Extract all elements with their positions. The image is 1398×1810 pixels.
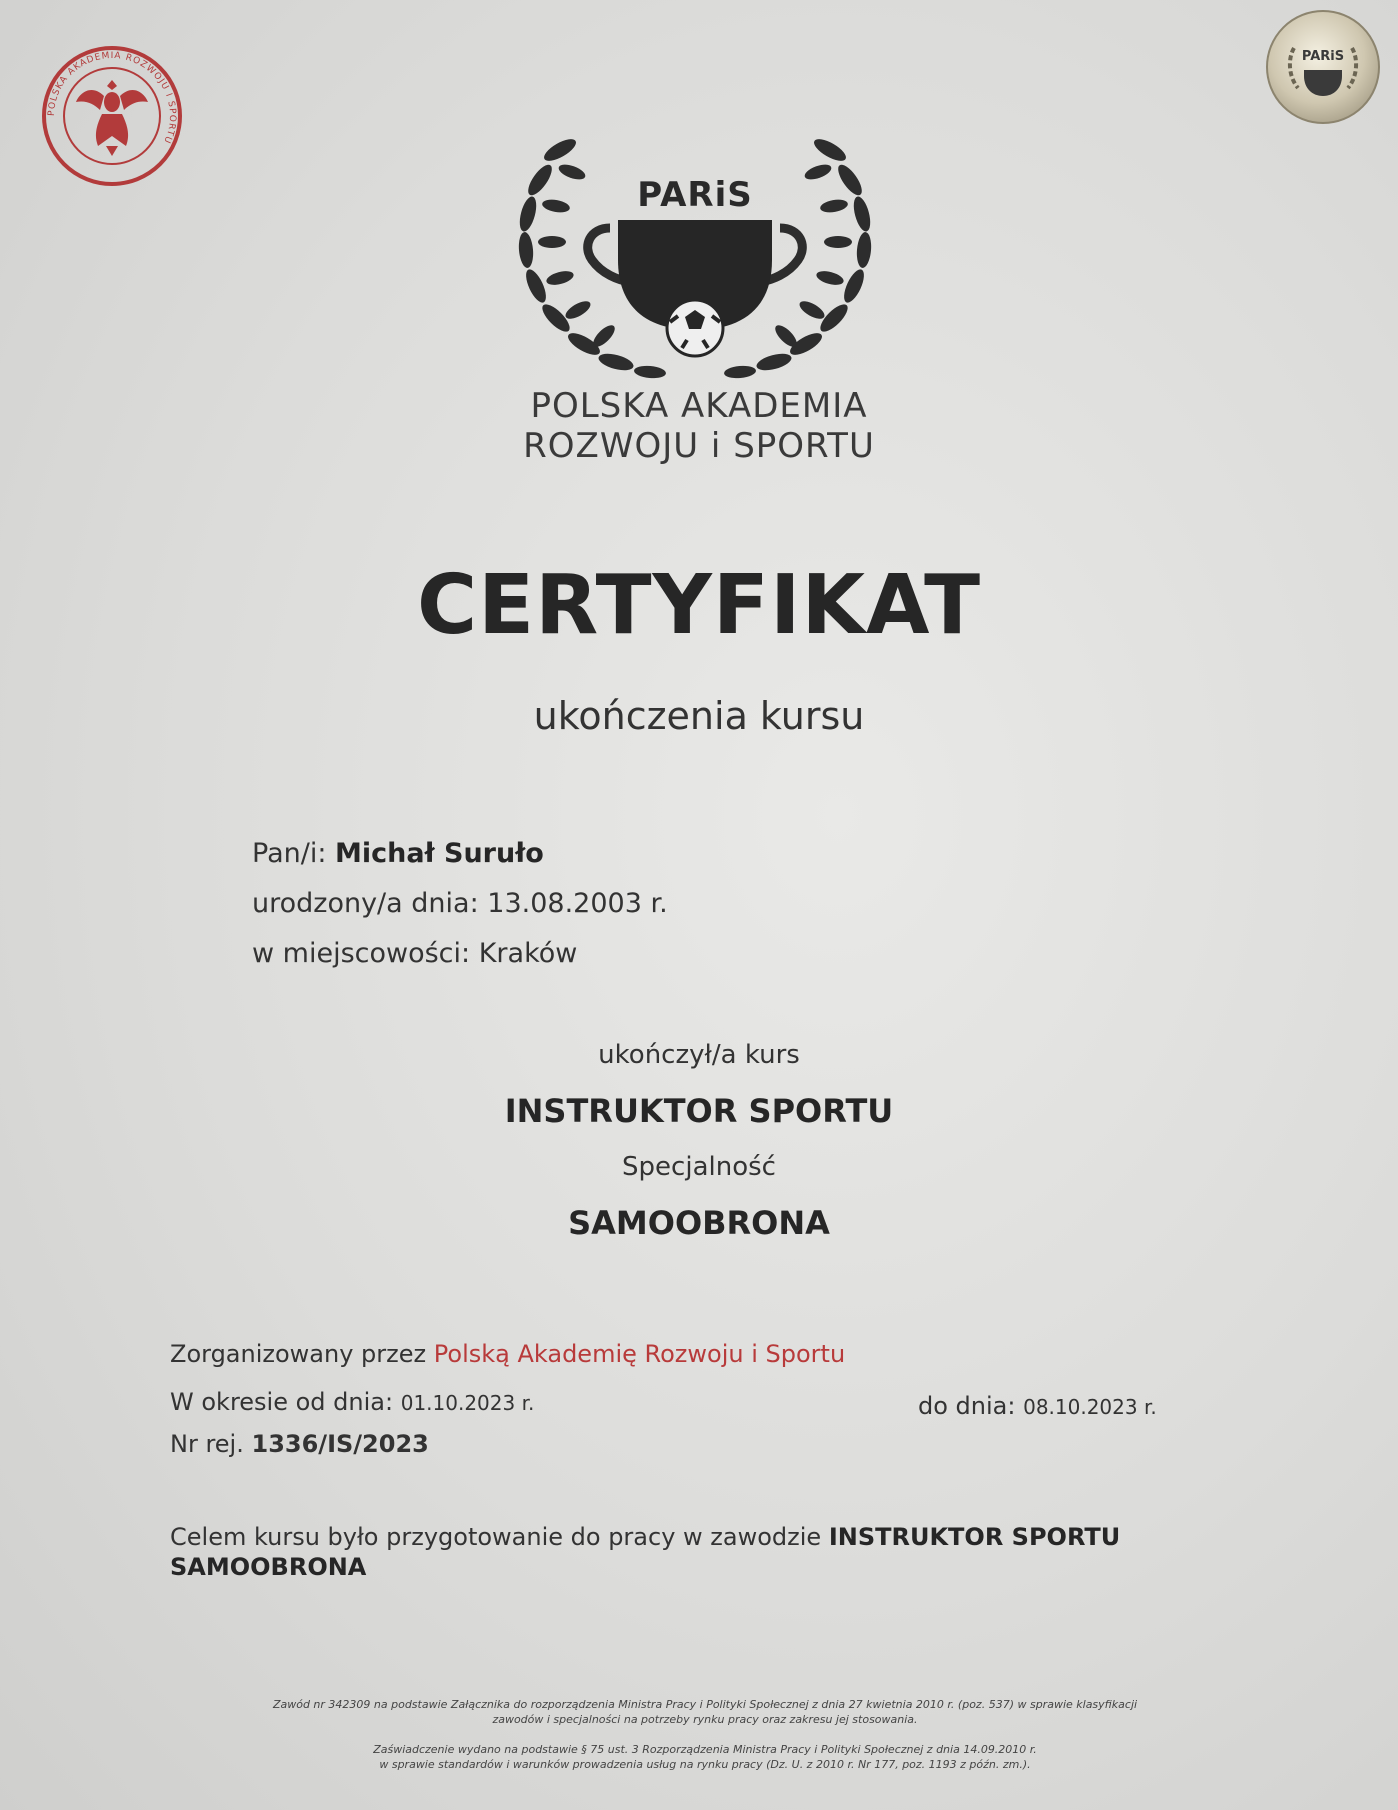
birth-date-row	[252, 888, 668, 919]
goal-text: Celem kursu było przygotowanie do pracy w zawodzie	[170, 1523, 822, 1551]
registration-row	[170, 1430, 429, 1458]
academy-name-line1: POLSKA AKADEMIA	[530, 386, 868, 426]
footer-line: Zaświadczenie wydano na podstawie § 75 ust. 3 Rozporządzenia Ministra Pracy i Polityki Społecznej z dnia 14.09.2010 r.	[373, 1743, 1037, 1756]
certificate-subtitle: ukończenia kursu	[533, 694, 865, 738]
period-from-value: 01.10.2023 r.	[400, 1391, 535, 1415]
birth-date-value: 13.08.2003 r.	[487, 888, 668, 919]
birth-place-label: w miejscowości:	[252, 938, 471, 969]
name-label: Pan/i:	[252, 838, 327, 869]
paris-trophy-logo	[500, 110, 890, 400]
svg-text:PARiS: PARiS	[637, 175, 753, 215]
organizer-label: Zorganizowany przez	[170, 1340, 427, 1368]
organizer-value: Polską Akademię Rozwoju i Sportu	[433, 1340, 846, 1368]
polish-eagle-seal-icon	[40, 44, 184, 188]
period-from-label: W okresie od dnia:	[170, 1388, 394, 1416]
name-value: Michał Suruło	[335, 838, 544, 869]
svg-text:POLSKA AKADEMIA ROZWOJU I SPOR: POLSKA AKADEMIA ROZWOJU I SPORTU	[46, 50, 178, 146]
person-name-row	[252, 838, 544, 869]
course-goal	[170, 1522, 1230, 1582]
paris-hologram-seal-icon	[1254, 8, 1392, 126]
specialty-value: SAMOOBRONA	[568, 1204, 830, 1242]
completed-label: ukończył/a kurs	[598, 1040, 800, 1070]
course-name: INSTRUKTOR SPORTU	[504, 1092, 894, 1130]
academy-name-line2: ROZWOJU i SPORTU	[523, 426, 875, 466]
svg-text:PARiS: PARiS	[1301, 49, 1345, 64]
birth-place-row	[252, 938, 577, 969]
certificate-title: CERTYFIKAT	[416, 558, 982, 653]
footer-legal-1	[160, 1697, 1250, 1727]
birth-date-label: urodzony/a dnia:	[252, 888, 479, 919]
birth-place-value: Kraków	[478, 938, 578, 969]
footer-line: zawodów i specjalności na potrzeby rynku pracy oraz zakresu jej stosowania.	[492, 1713, 918, 1726]
period-to-value: 08.10.2023 r.	[1023, 1395, 1157, 1419]
period-to-row	[918, 1392, 1157, 1420]
goal-specialty: SAMOOBRONA	[170, 1553, 367, 1581]
specialty-label: Specjalność	[622, 1152, 776, 1182]
footer-legal-2	[160, 1742, 1250, 1772]
goal-profession: INSTRUKTOR SPORTU	[828, 1523, 1121, 1551]
trophy-cup-icon	[588, 220, 803, 356]
registration-label: Nr rej.	[170, 1430, 244, 1458]
period-to-label: do dnia:	[918, 1392, 1016, 1420]
organizer-row	[170, 1340, 845, 1368]
footer-line: Zawód nr 342309 na podstawie Załącznika do rozporządzenia Ministra Pracy i Polityki Społecznej z dnia 27 kwietnia 2010 r. (poz. 537) w sprawie klasyfikacji	[272, 1698, 1138, 1711]
registration-value: 1336/IS/2023	[251, 1430, 429, 1458]
footer-line: w sprawie standardów i warunków prowadzenia usług na rynku pracy (Dz. U. z 2010 r. Nr 177, poz. 1193 z późn. zm.).	[379, 1758, 1031, 1771]
period-from-row	[170, 1388, 534, 1416]
